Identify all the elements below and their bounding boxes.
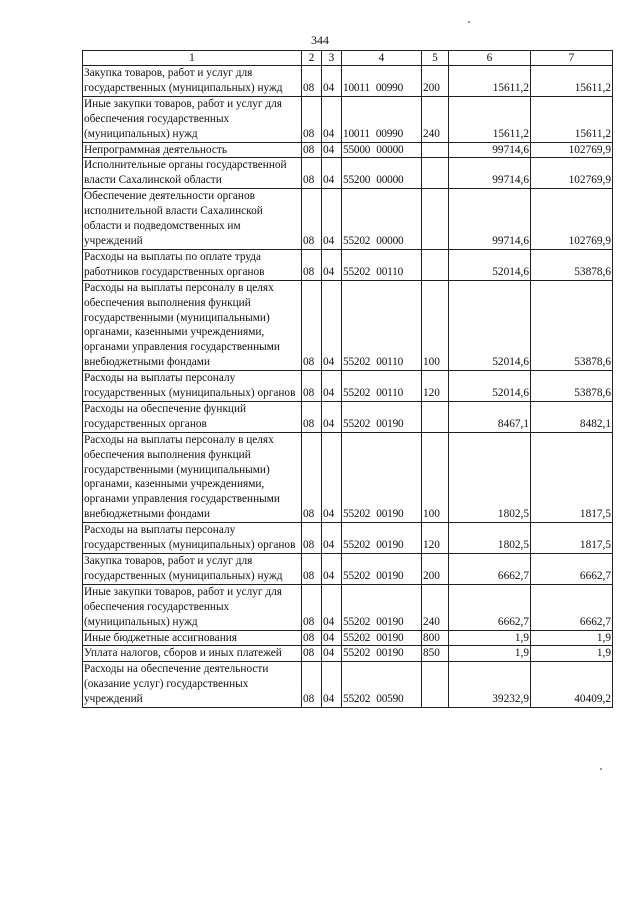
expense-name-cell: Расходы на выплаты персоналу государственных (муниципальных) органов xyxy=(83,371,302,402)
expense-name-cell: Непрограммная деятельность xyxy=(83,142,302,158)
amount-year-2-cell: 15611,2 xyxy=(531,66,613,97)
amount-year-1-cell: 6662,7 xyxy=(449,554,531,585)
amount-year-2-cell: 102769,9 xyxy=(531,158,613,189)
table-row xyxy=(83,646,613,662)
target-article-program-code: 55202 xyxy=(343,387,371,400)
subsection-code-cell: 04 xyxy=(322,401,342,432)
expense-type-cell: 200 xyxy=(422,66,449,97)
target-article-program-code: 55202 xyxy=(343,647,371,660)
target-article-cell xyxy=(342,523,422,554)
section-code-cell: 08 xyxy=(302,432,322,522)
subsection-code-cell: 04 xyxy=(322,646,342,662)
table-row xyxy=(83,401,613,432)
section-code-cell: 08 xyxy=(302,66,322,97)
table-row xyxy=(83,249,613,280)
amount-year-1-cell: 6662,7 xyxy=(449,584,531,630)
subsection-code-cell: 04 xyxy=(322,432,342,522)
amount-year-2-cell: 102769,9 xyxy=(531,189,613,250)
section-code-cell: 08 xyxy=(302,249,322,280)
amount-year-1-cell: 8467,1 xyxy=(449,401,531,432)
subsection-code-cell: 04 xyxy=(322,66,342,97)
target-article-direction-code: 00990 xyxy=(375,81,404,94)
target-article-direction-code: 00110 xyxy=(376,387,404,400)
target-article-program-code: 55202 xyxy=(343,615,371,628)
target-article-direction-code: 00190 xyxy=(376,631,404,644)
section-code-cell: 08 xyxy=(302,662,322,708)
expense-type-cell xyxy=(422,401,449,432)
subsection-code-cell: 04 xyxy=(322,554,342,585)
expense-name-cell: Расходы на обеспечение деятельности (оказание услуг) государственных учреждений xyxy=(83,662,302,708)
page-number: 344 xyxy=(311,33,329,47)
table-row xyxy=(83,142,613,158)
section-code-cell: 08 xyxy=(302,401,322,432)
target-article-cell xyxy=(342,554,422,585)
table-row xyxy=(83,96,613,142)
column-header: 6 xyxy=(449,51,531,66)
section-code-cell: 08 xyxy=(302,584,322,630)
section-code-cell: 08 xyxy=(302,96,322,142)
expense-name-cell: Расходы на выплаты по оплате труда работников государственных органов xyxy=(83,249,302,280)
target-article-cell xyxy=(342,249,422,280)
amount-year-1-cell: 15611,2 xyxy=(449,66,531,97)
amount-year-2-cell: 1,9 xyxy=(531,630,613,646)
target-article-cell xyxy=(342,189,422,250)
amount-year-2-cell: 1817,5 xyxy=(531,432,613,522)
expense-name-cell: Закупка товаров, работ и услуг для государственных (муниципальных) нужд xyxy=(83,554,302,585)
expense-type-cell xyxy=(422,189,449,250)
scan-speck xyxy=(468,21,470,23)
expense-type-cell: 850 xyxy=(422,646,449,662)
section-code-cell: 08 xyxy=(302,646,322,662)
target-article-cell xyxy=(342,280,422,370)
expense-name-cell: Расходы на выплаты персоналу в целях обеспечения выполнения функций государственными (муниципальными) органами, казенными учреждениями, органами управления государственными внебюджетными фондами xyxy=(83,432,302,522)
target-article-direction-code: 00190 xyxy=(376,615,404,628)
target-article-program-code: 55202 xyxy=(343,569,371,582)
expense-type-cell: 120 xyxy=(422,523,449,554)
expense-name-cell: Расходы на выплаты персоналу государственных (муниципальных) органов xyxy=(83,523,302,554)
table-row xyxy=(83,66,613,97)
column-header: 1 xyxy=(83,51,302,66)
target-article-direction-code: 00990 xyxy=(375,127,404,140)
target-article-cell xyxy=(342,371,422,402)
target-article-cell xyxy=(342,66,422,97)
amount-year-2-cell: 53878,6 xyxy=(531,280,613,370)
amount-year-1-cell: 99714,6 xyxy=(449,189,531,250)
expense-name-cell: Обеспечение деятельности органов исполнительной власти Сахалинской области и подведомственных им учреждений xyxy=(83,189,302,250)
subsection-code-cell: 04 xyxy=(322,158,342,189)
section-code-cell: 08 xyxy=(302,630,322,646)
amount-year-2-cell: 6662,7 xyxy=(531,584,613,630)
subsection-code-cell: 04 xyxy=(322,630,342,646)
target-article-direction-code: 00590 xyxy=(376,693,404,706)
expense-type-cell xyxy=(422,662,449,708)
target-article-program-code: 55202 xyxy=(343,631,371,644)
target-article-direction-code: 00190 xyxy=(376,417,404,430)
target-article-cell xyxy=(342,158,422,189)
amount-year-1-cell: 1802,5 xyxy=(449,432,531,522)
table-row xyxy=(83,554,613,585)
amount-year-1-cell: 1,9 xyxy=(449,646,531,662)
target-article-direction-code: 00110 xyxy=(376,356,404,369)
subsection-code-cell: 04 xyxy=(322,189,342,250)
section-code-cell: 08 xyxy=(302,554,322,585)
subsection-code-cell: 04 xyxy=(322,249,342,280)
section-code-cell: 08 xyxy=(302,142,322,158)
table-row xyxy=(83,189,613,250)
table-row xyxy=(83,523,613,554)
expense-name-cell: Иные закупки товаров, работ и услуг для обеспечения государственных (муниципальных) нужд xyxy=(83,584,302,630)
expense-type-cell: 200 xyxy=(422,554,449,585)
expense-name-cell: Закупка товаров, работ и услуг для государственных (муниципальных) нужд xyxy=(83,66,302,97)
target-article-cell xyxy=(342,662,422,708)
target-article-cell xyxy=(342,96,422,142)
section-code-cell: 08 xyxy=(302,371,322,402)
expense-name-cell: Исполнительные органы государственной власти Сахалинской области xyxy=(83,158,302,189)
subsection-code-cell: 04 xyxy=(322,371,342,402)
subsection-code-cell: 04 xyxy=(322,142,342,158)
amount-year-1-cell: 52014,6 xyxy=(449,249,531,280)
target-article-program-code: 55200 xyxy=(343,174,371,187)
table-row xyxy=(83,371,613,402)
section-code-cell: 08 xyxy=(302,280,322,370)
amount-year-2-cell: 1817,5 xyxy=(531,523,613,554)
amount-year-1-cell: 99714,6 xyxy=(449,158,531,189)
amount-year-2-cell: 8482,1 xyxy=(531,401,613,432)
amount-year-1-cell: 52014,6 xyxy=(449,280,531,370)
expense-type-cell: 120 xyxy=(422,371,449,402)
target-article-program-code: 55202 xyxy=(343,508,371,521)
amount-year-2-cell: 6662,7 xyxy=(531,554,613,585)
target-article-direction-code: 00190 xyxy=(376,647,404,660)
table-row xyxy=(83,630,613,646)
expense-type-cell: 100 xyxy=(422,432,449,522)
expense-name-cell: Иные закупки товаров, работ и услуг для обеспечения государственных (муниципальных) нужд xyxy=(83,96,302,142)
target-article-direction-code: 00000 xyxy=(376,174,404,187)
target-article-direction-code: 00110 xyxy=(376,265,404,278)
target-article-direction-code: 00190 xyxy=(376,508,404,521)
scan-speck xyxy=(600,768,602,770)
subsection-code-cell: 04 xyxy=(322,662,342,708)
target-article-program-code: 55202 xyxy=(343,539,371,552)
target-article-program-code: 10011 xyxy=(343,81,370,94)
target-article-cell xyxy=(342,646,422,662)
amount-year-2-cell: 1,9 xyxy=(531,646,613,662)
subsection-code-cell: 04 xyxy=(322,584,342,630)
amount-year-2-cell: 102769,9 xyxy=(531,142,613,158)
expense-name-cell: Иные бюджетные ассигнования xyxy=(83,630,302,646)
table-row xyxy=(83,158,613,189)
target-article-cell xyxy=(342,584,422,630)
expense-name-cell: Расходы на выплаты персоналу в целях обеспечения выполнения функций государственными (муниципальными) органами, казенными учреждениями, органами управления государственными внебюджетными фондами xyxy=(83,280,302,370)
amount-year-2-cell: 53878,6 xyxy=(531,371,613,402)
section-code-cell: 08 xyxy=(302,189,322,250)
column-header: 2 xyxy=(302,51,322,66)
table-row xyxy=(83,432,613,522)
target-article-program-code: 55000 xyxy=(343,143,371,156)
target-article-cell xyxy=(342,401,422,432)
target-article-cell xyxy=(342,432,422,522)
amount-year-2-cell: 15611,2 xyxy=(531,96,613,142)
subsection-code-cell: 04 xyxy=(322,96,342,142)
expense-type-cell xyxy=(422,158,449,189)
column-header: 5 xyxy=(422,51,449,66)
target-article-direction-code: 00190 xyxy=(376,539,404,552)
budget-table xyxy=(82,50,613,708)
table-body xyxy=(83,66,613,708)
column-header: 4 xyxy=(342,51,422,66)
amount-year-2-cell: 40409,2 xyxy=(531,662,613,708)
target-article-direction-code: 00190 xyxy=(376,569,404,582)
expense-name-cell: Уплата налогов, сборов и иных платежей xyxy=(83,646,302,662)
amount-year-1-cell: 99714,6 xyxy=(449,142,531,158)
expense-type-cell: 100 xyxy=(422,280,449,370)
subsection-code-cell: 04 xyxy=(322,280,342,370)
amount-year-1-cell: 39232,9 xyxy=(449,662,531,708)
amount-year-1-cell: 15611,2 xyxy=(449,96,531,142)
section-code-cell: 08 xyxy=(302,523,322,554)
target-article-cell xyxy=(342,630,422,646)
expense-type-cell xyxy=(422,142,449,158)
target-article-direction-code: 00000 xyxy=(376,143,404,156)
target-article-cell xyxy=(342,142,422,158)
target-article-program-code: 10011 xyxy=(343,127,370,140)
target-article-program-code: 55202 xyxy=(343,234,371,247)
expense-type-cell: 800 xyxy=(422,630,449,646)
amount-year-2-cell: 53878,6 xyxy=(531,249,613,280)
expense-name-cell: Расходы на обеспечение функций государственных органов xyxy=(83,401,302,432)
amount-year-1-cell: 1,9 xyxy=(449,630,531,646)
table-header-row xyxy=(83,51,613,66)
column-header: 3 xyxy=(322,51,342,66)
expense-type-cell: 240 xyxy=(422,584,449,630)
target-article-program-code: 55202 xyxy=(343,693,371,706)
expense-type-cell: 240 xyxy=(422,96,449,142)
table-row xyxy=(83,280,613,370)
table-row xyxy=(83,584,613,630)
target-article-direction-code: 00000 xyxy=(376,234,404,247)
target-article-program-code: 55202 xyxy=(343,417,371,430)
table-row xyxy=(83,662,613,708)
amount-year-1-cell: 1802,5 xyxy=(449,523,531,554)
subsection-code-cell: 04 xyxy=(322,523,342,554)
expense-type-cell xyxy=(422,249,449,280)
section-code-cell: 08 xyxy=(302,158,322,189)
target-article-program-code: 55202 xyxy=(343,356,371,369)
column-header: 7 xyxy=(531,51,613,66)
target-article-program-code: 55202 xyxy=(343,265,371,278)
amount-year-1-cell: 52014,6 xyxy=(449,371,531,402)
